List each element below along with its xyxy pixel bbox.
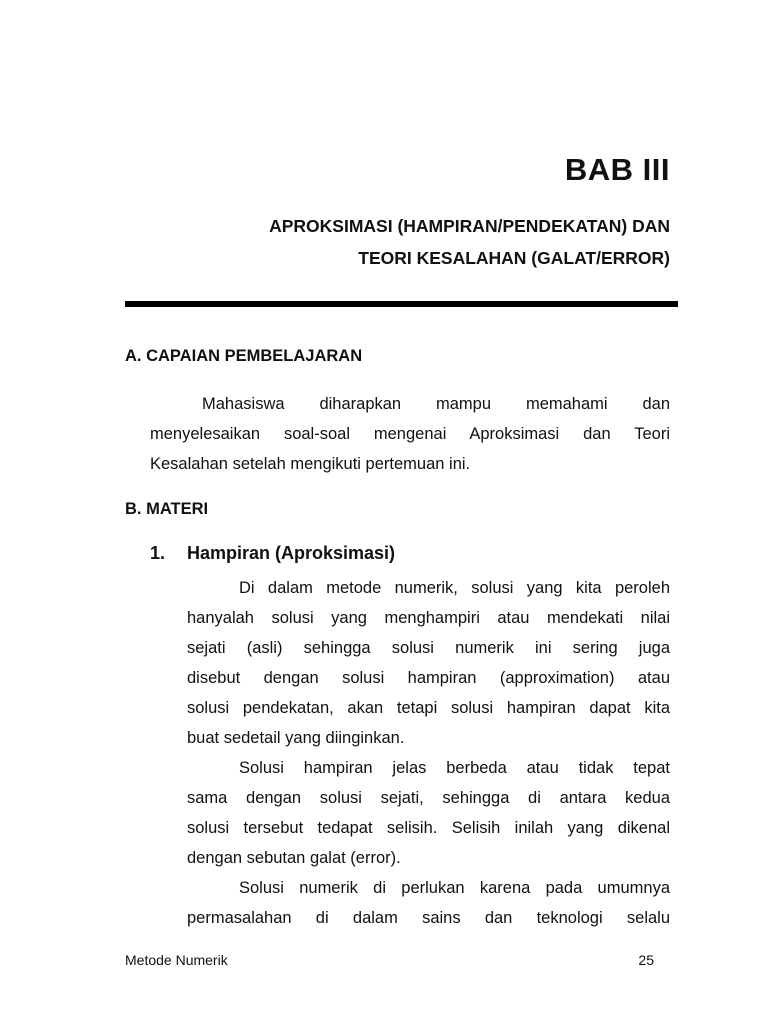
body-line: solusi pendekatan, akan tetapi solusi hampiran dapat kita	[187, 699, 670, 717]
section-b-heading: B. MATERI	[125, 500, 209, 518]
section-a-heading: A. CAPAIAN PEMBELAJARAN	[125, 347, 363, 365]
body-line: buat sedetail yang diinginkan.	[187, 729, 405, 747]
subsection-number: 1.	[150, 543, 166, 563]
body-line: Solusi hampiran jelas berbeda atau tidak tepat	[239, 759, 670, 777]
body-line: permasalahan di dalam sains dan teknologi selalu	[187, 909, 670, 927]
body-line: Di dalam metode numerik, solusi yang kita peroleh	[239, 579, 670, 597]
subsection-title: Hampiran (Aproksimasi)	[187, 543, 396, 563]
body-line: hanyalah solusi yang menghampiri atau mendekati nilai	[187, 609, 670, 627]
body-line: disebut dengan solusi hampiran (approximation) atau	[187, 669, 670, 687]
section-a-line-1: Mahasiswa diharapkan mampu memahami dan	[202, 395, 670, 413]
footer-book-title: Metode Numerik	[125, 952, 228, 968]
header-divider	[125, 301, 678, 307]
chapter-subtitle-line-1: APROKSIMASI (HAMPIRAN/PENDEKATAN) DAN	[269, 216, 670, 236]
footer-page-number: 25	[638, 952, 654, 968]
body-line: sama dengan solusi sejati, sehingga di antara kedua	[187, 789, 670, 807]
chapter-title: BAB III	[564, 152, 670, 187]
body-line: sejati (asli) sehingga solusi numerik ini sering juga	[187, 639, 670, 657]
body-line: Solusi numerik di perlukan karena pada umumnya	[239, 879, 670, 897]
section-a-line-2: menyelesaikan soal-soal mengenai Aproksimasi dan Teori	[150, 425, 670, 443]
section-a-line-3: Kesalahan setelah mengikuti pertemuan ini.	[150, 455, 471, 473]
subsection-heading	[150, 543, 395, 564]
body-line: solusi tersebut tedapat selisih. Selisih inilah yang dikenal	[187, 819, 670, 837]
body-line: dengan sebutan galat (error).	[187, 849, 401, 867]
chapter-subtitle-line-2: TEORI KESALAHAN (GALAT/ERROR)	[358, 248, 670, 268]
